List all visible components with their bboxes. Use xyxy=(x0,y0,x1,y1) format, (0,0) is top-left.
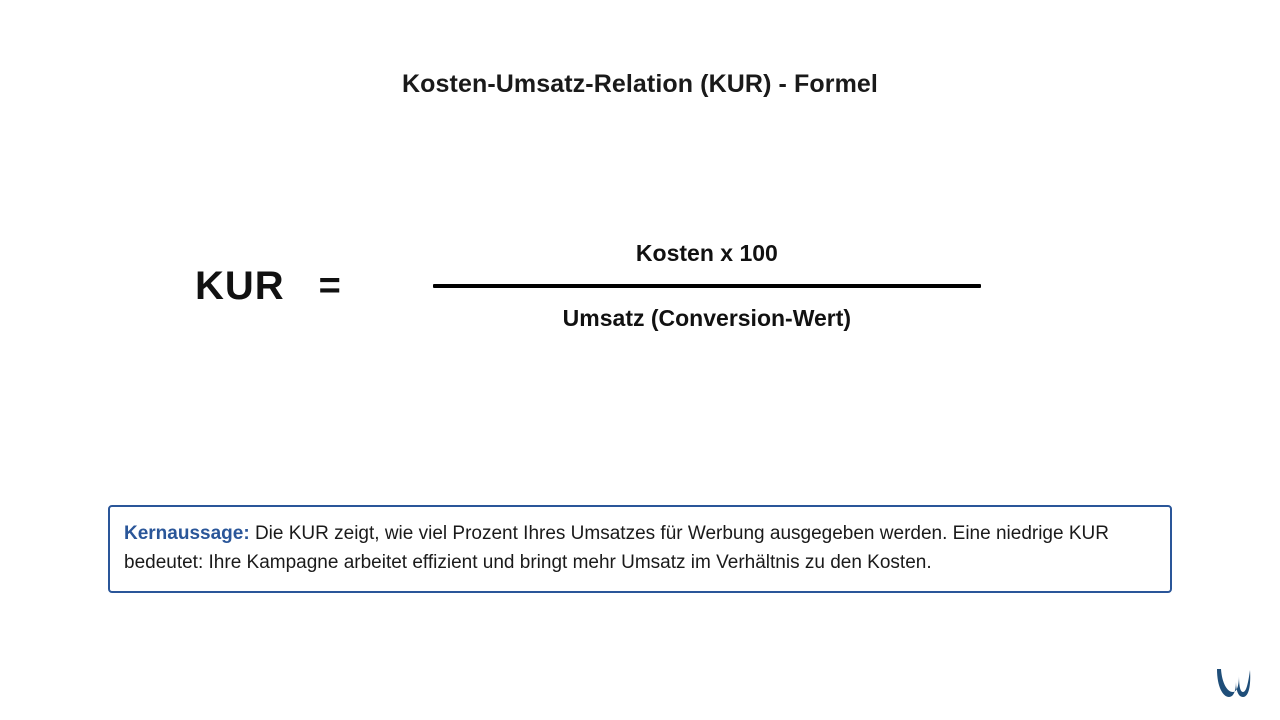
formula-left-term: KUR xyxy=(195,263,285,308)
callout-label: Kernaussage: xyxy=(124,523,250,544)
page-title: Kosten-Umsatz-Relation (KUR) - Formel xyxy=(402,70,878,98)
callout-body: Die KUR zeigt, wie viel Prozent Ihres Umsatzes für Werbung ausgegeben werden. Eine niedrige KUR bedeutet: Ihre Kampagne arbeitet effizient und bringt mehr Umsatz im Verhältnis zu den Kosten. xyxy=(124,523,1109,573)
key-message-callout xyxy=(108,505,1172,593)
formula-block xyxy=(150,240,1130,332)
fraction-denominator: Umsatz (Conversion-Wert) xyxy=(562,305,852,331)
fraction xyxy=(433,240,981,332)
callout-text xyxy=(124,519,1156,577)
w-logo-icon xyxy=(1210,660,1256,706)
fraction-numerator: Kosten x 100 xyxy=(635,240,778,266)
equals-sign: = xyxy=(318,264,341,307)
